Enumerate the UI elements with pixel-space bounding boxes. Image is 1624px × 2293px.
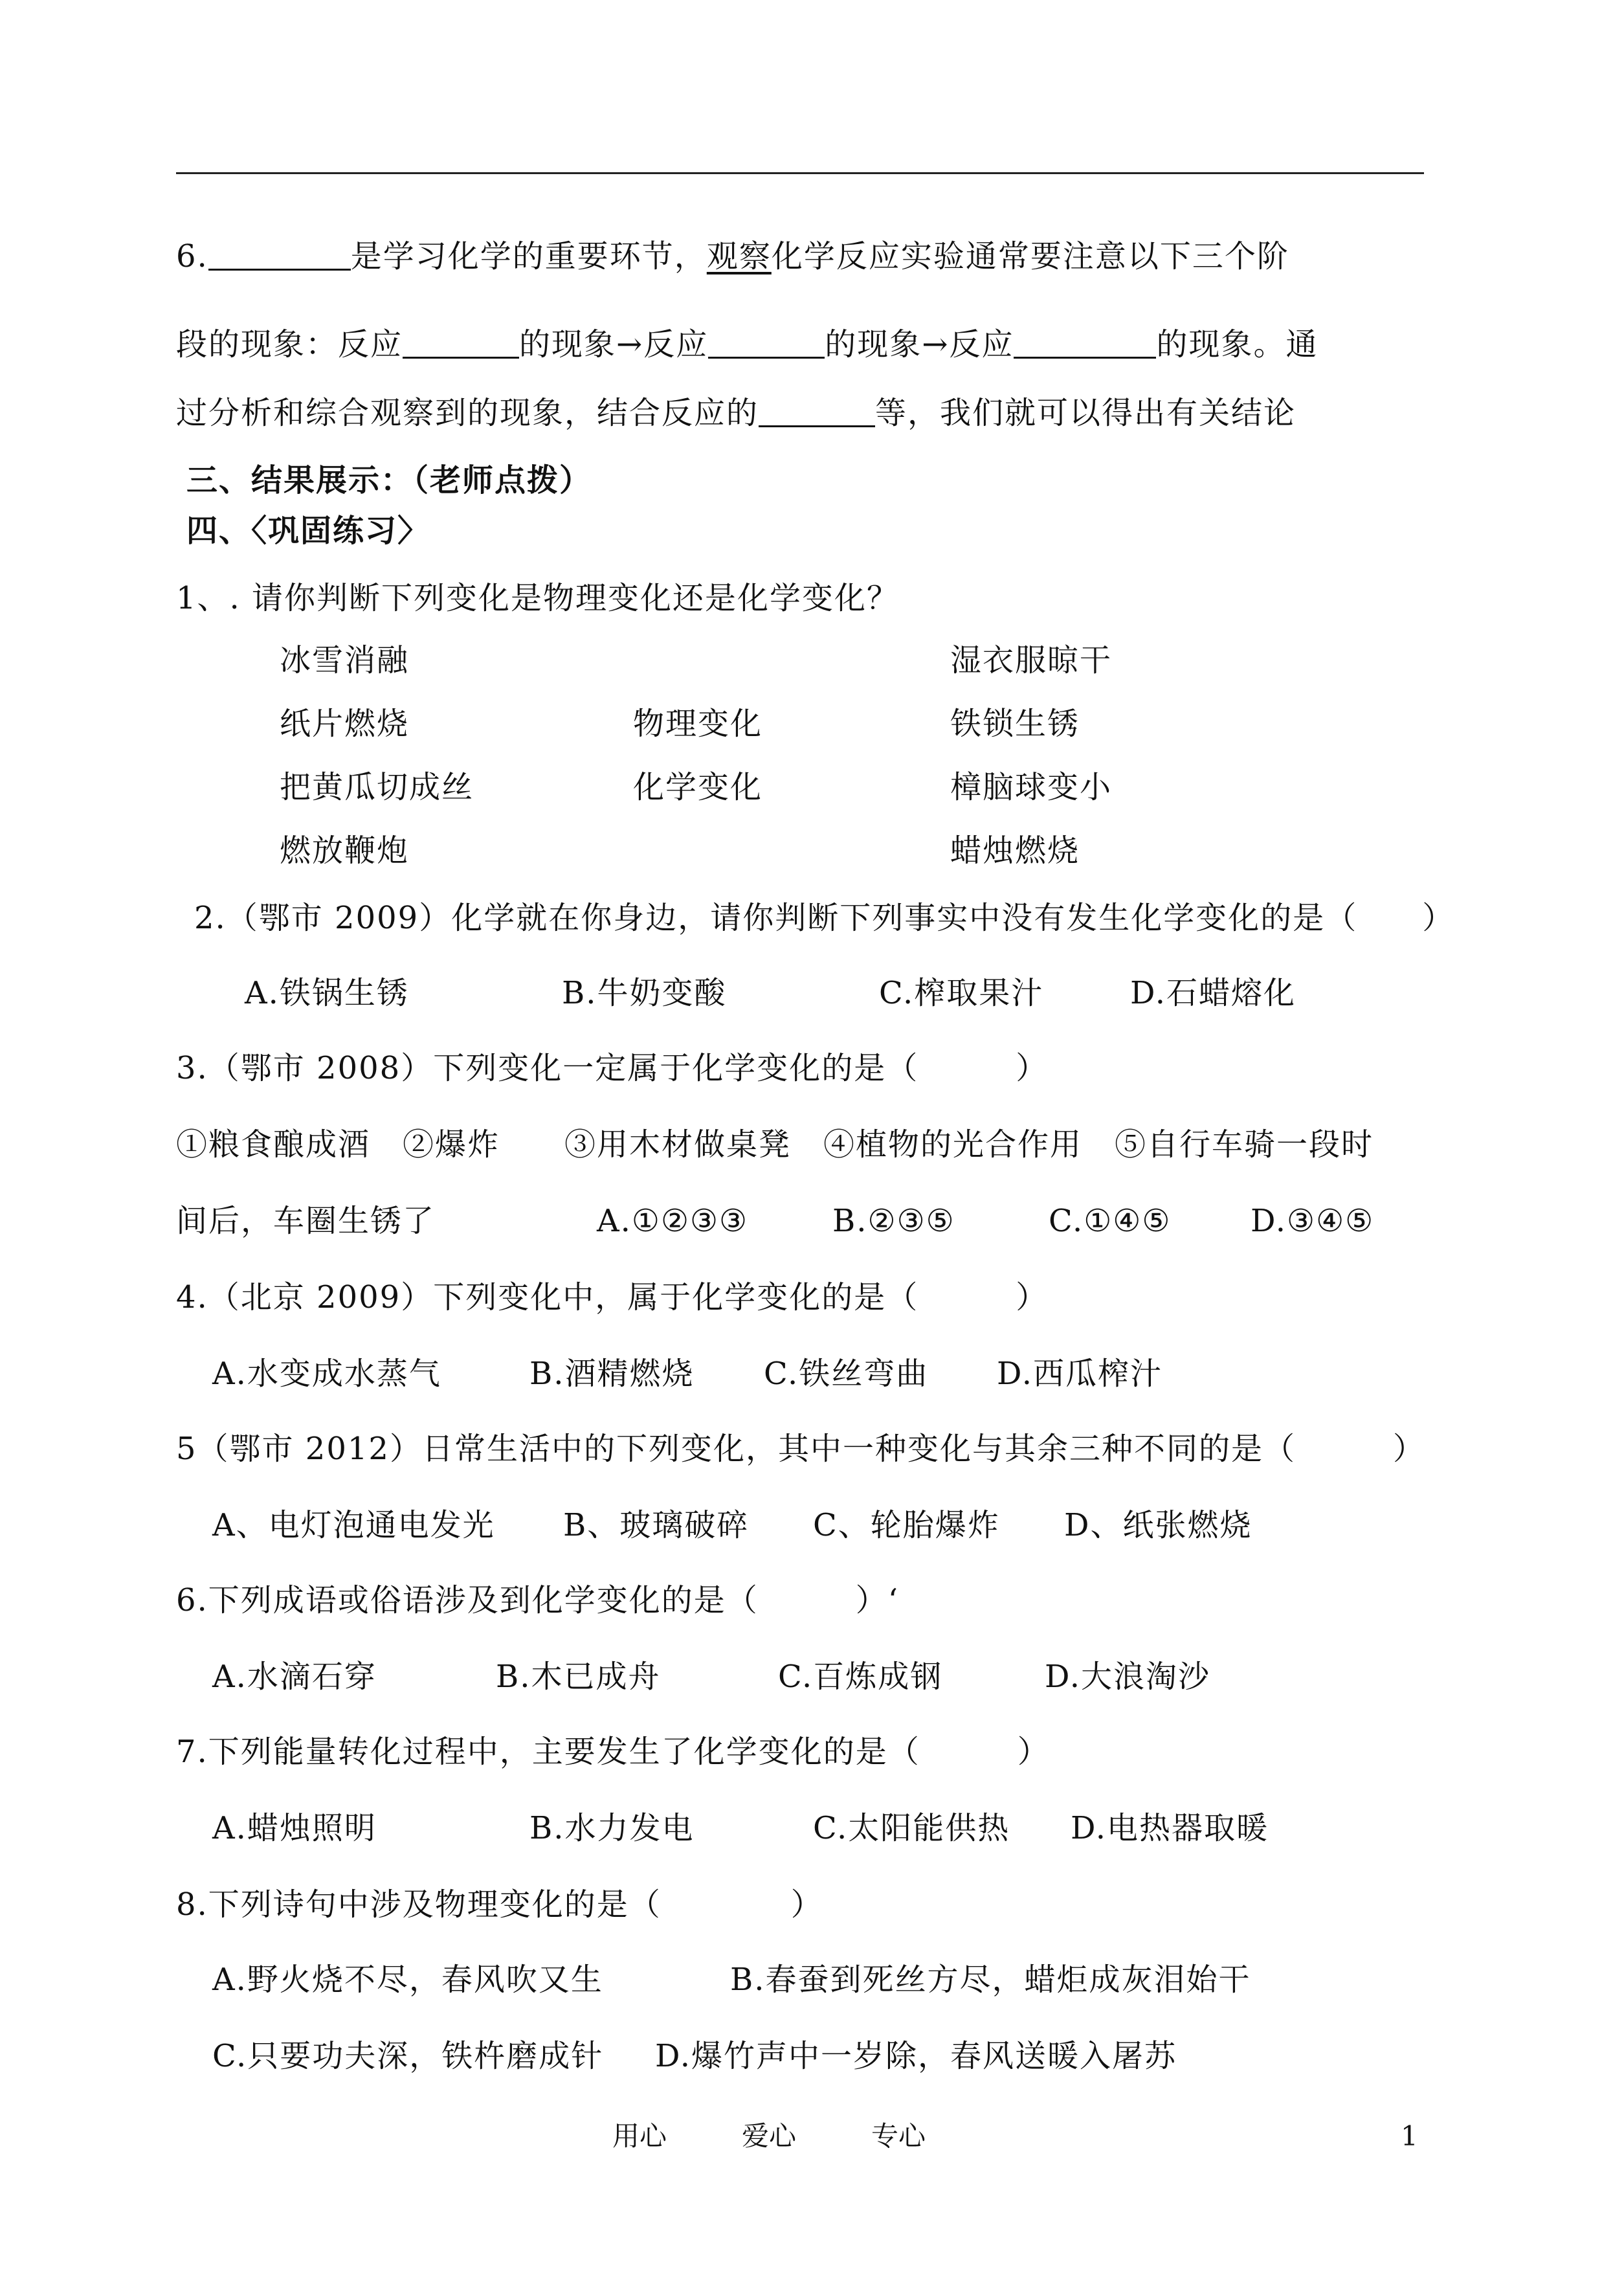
ex1-left-item[interactable]: 燃放鞭炮 xyxy=(280,833,410,869)
section-heading-results: 三、结果展示：（老师点拨） xyxy=(186,462,592,498)
footer-word: 专心 xyxy=(871,2120,926,2152)
page-number: 1 xyxy=(1401,2120,1418,2152)
ex2-option-a[interactable]: A.铁锅生锈 xyxy=(245,975,409,1011)
ex1-middle-item[interactable]: 物理变化 xyxy=(633,706,763,742)
ex4-option-d[interactable]: D.西瓜榨汁 xyxy=(997,1356,1163,1392)
ex2-question: 2.（鄂市 2009）化学就在你身边，请你判断下列事实中没有发生化学变化的是（ ） xyxy=(194,900,1455,936)
ex5-option-d[interactable]: D、纸张燃烧 xyxy=(1064,1507,1252,1543)
ex7-option-c[interactable]: C.太阳能供热 xyxy=(813,1810,1010,1846)
footer-word: 爱心 xyxy=(742,2120,797,2152)
ex4-option-a[interactable]: A.水变成水蒸气 xyxy=(212,1356,441,1392)
blank[interactable] xyxy=(708,331,825,359)
footer-word: 用心 xyxy=(612,2120,667,2152)
ex3-option-d[interactable]: D.③④⑤ xyxy=(1251,1203,1375,1239)
ex8-question: 8.下列诗句中涉及物理变化的是（ ） xyxy=(176,1886,823,1923)
ex5-option-c[interactable]: C、轮胎爆炸 xyxy=(813,1507,1000,1543)
ex3-statements-cont: 间后，车圈生锈了 xyxy=(176,1203,436,1239)
header-rule xyxy=(176,172,1424,174)
section-heading-practice: 四、〈巩固练习〉 xyxy=(186,513,430,549)
ex6-option-d[interactable]: D.大浪淘沙 xyxy=(1045,1659,1211,1695)
ex3-question: 3.（鄂市 2008）下列变化一定属于化学变化的是（ ） xyxy=(176,1050,1049,1086)
ex1-question: 1、. 请你判断下列变化是物理变化还是化学变化？ xyxy=(176,580,900,616)
ex1-left-item[interactable]: 冰雪消融 xyxy=(280,642,410,678)
ex7-option-b[interactable]: B.水力发电 xyxy=(529,1810,695,1846)
ex4-option-b[interactable]: B.酒精燃烧 xyxy=(529,1356,695,1392)
ex1-middle-item[interactable]: 化学变化 xyxy=(633,769,763,805)
ex7-option-a[interactable]: A.蜡烛照明 xyxy=(212,1810,377,1846)
ex6-question: 6.下列成语或俗语涉及到化学变化的是（ ）‘ xyxy=(176,1582,900,1618)
ex2-option-d[interactable]: D.石蜡熔化 xyxy=(1130,975,1296,1011)
ex8-option-d[interactable]: D.爆竹声中一岁除，春风送暖入屠苏 xyxy=(655,2038,1177,2074)
ex1-right-item[interactable]: 樟脑球变小 xyxy=(950,769,1113,805)
ex3-option-c[interactable]: C.①④⑤ xyxy=(1049,1203,1172,1239)
ex7-question: 7.下列能量转化过程中，主要发生了化学变化的是（ ） xyxy=(176,1734,1050,1770)
q6-line2: 段的现象：反应 的现象→反应 的现象→反应 的现象。通 xyxy=(176,326,1318,363)
ex1-right-item[interactable]: 铁锁生锈 xyxy=(950,706,1080,742)
q6-line3: 过分析和综合观察到的现象，结合反应的 等，我们就可以得出有关结论 xyxy=(176,395,1296,431)
ex8-option-a[interactable]: A.野火烧不尽，春风吹又生 xyxy=(212,1962,603,1998)
blank[interactable] xyxy=(403,331,519,359)
ex3-option-b[interactable]: B.②③⑤ xyxy=(832,1203,955,1239)
ex1-right-item[interactable]: 蜡烛燃烧 xyxy=(950,833,1080,869)
ex5-option-a[interactable]: A、电灯泡通电发光 xyxy=(212,1507,495,1543)
ex2-option-b[interactable]: B.牛奶变酸 xyxy=(562,975,727,1011)
ex5-option-b[interactable]: B、玻璃破碎 xyxy=(563,1507,750,1543)
blank[interactable] xyxy=(208,243,351,271)
ex4-question: 4.（北京 2009）下列变化中，属于化学变化的是（ ） xyxy=(176,1279,1049,1315)
ex3-option-a[interactable]: A.①②③③ xyxy=(597,1203,749,1239)
blank[interactable] xyxy=(759,399,875,427)
ex8-option-c[interactable]: C.只要功夫深，铁杵磨成针 xyxy=(212,2038,604,2074)
ex4-option-c[interactable]: C.铁丝弯曲 xyxy=(764,1356,929,1392)
ex5-question: 5（鄂市 2012）日常生活中的下列变化，其中一种变化与其余三种不同的是（ ） xyxy=(176,1431,1425,1467)
ex1-right-item[interactable]: 湿衣服晾干 xyxy=(950,642,1113,678)
q6-line1: 6. 是学习化学的重要环节，观察化学反应实验通常要注意以下三个阶 xyxy=(176,238,1289,274)
ex8-option-b[interactable]: B.春蚕到死丝方尽，蜡炬成灰泪始干 xyxy=(730,1962,1251,1998)
ex1-left-item[interactable]: 把黄瓜切成丝 xyxy=(280,769,474,805)
ex3-statements: ①粮食酿成酒 ②爆炸 ③用木材做桌凳 ④植物的光合作用 ⑤自行车骑一段时 xyxy=(176,1126,1374,1163)
ex6-option-b[interactable]: B.木已成舟 xyxy=(496,1659,661,1695)
blank[interactable] xyxy=(1014,331,1156,359)
ex6-option-c[interactable]: C.百炼成钢 xyxy=(778,1659,943,1695)
ex1-left-item[interactable]: 纸片燃烧 xyxy=(280,706,410,742)
ex6-option-a[interactable]: A.水滴石穿 xyxy=(212,1659,377,1695)
ex7-option-d[interactable]: D.电热器取暖 xyxy=(1071,1810,1269,1846)
ex2-option-c[interactable]: C.榨取果汁 xyxy=(879,975,1044,1011)
